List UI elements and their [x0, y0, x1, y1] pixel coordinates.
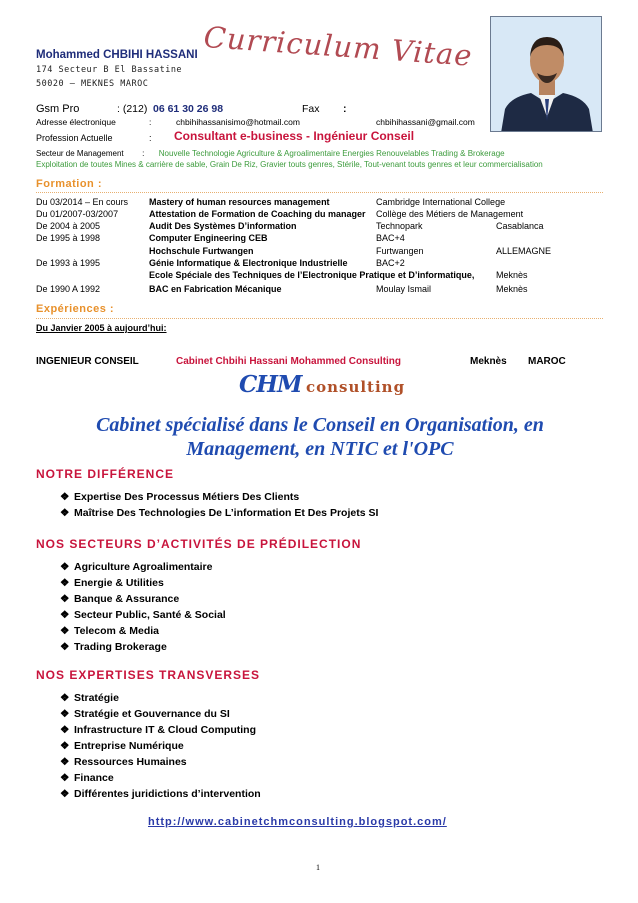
- experience-period: Du Janvier 2005 à aujourd’hui:: [36, 323, 167, 333]
- secteurs-title: NOS SECTEURS D’ACTIVITÉS DE PRÉDILECTION: [36, 537, 362, 551]
- gsm-number: 06 61 30 26 98: [153, 103, 224, 115]
- formation-row: [36, 197, 616, 209]
- formation-title-cell: Attestation de Formation de Coaching du manager: [149, 209, 366, 219]
- bullet-item: [60, 593, 179, 605]
- diamond-bullet-icon: ❖: [60, 788, 70, 800]
- candidate-name: Mohammed CHBIHI HASSANI: [36, 49, 198, 61]
- page-number: 1: [316, 863, 320, 872]
- sector-line: [36, 149, 505, 158]
- fax-colon: :: [343, 103, 347, 115]
- difference-title: NOTRE DIFFÉRENCE: [36, 467, 175, 481]
- chm-consulting-logo: [239, 371, 405, 401]
- formation-title-cell: Hochschule Furtwangen: [149, 246, 254, 256]
- diamond-bullet-icon: ❖: [60, 692, 70, 704]
- experiences-title: Expériences :: [36, 303, 115, 315]
- profession-label: Profession Actuelle: [36, 133, 113, 143]
- bullet-item: [60, 561, 212, 573]
- diamond-bullet-icon: ❖: [60, 507, 70, 519]
- diamond-bullet-icon: ❖: [60, 577, 70, 589]
- formation-title-cell: Computer Engineering CEB: [149, 233, 268, 243]
- bullet-text: Stratégie: [74, 692, 119, 704]
- formation-city: Meknès: [496, 270, 528, 280]
- bullet-item: [60, 491, 299, 503]
- profession-value: Consultant e-business - Ingénieur Conseil: [174, 129, 415, 143]
- formation-date: De 2004 à 2005: [36, 221, 101, 231]
- diamond-bullet-icon: ❖: [60, 772, 70, 784]
- diamond-bullet-icon: ❖: [60, 641, 70, 653]
- sector-colon: :: [142, 149, 145, 158]
- diamond-bullet-icon: ❖: [60, 561, 70, 573]
- formation-date: De 1990 A 1992: [36, 284, 101, 294]
- bullet-text: Banque & Assurance: [74, 593, 180, 605]
- formation-date: Du 03/2014 – En cours: [36, 197, 129, 207]
- email-colon: :: [149, 117, 152, 127]
- bullet-text: Finance: [74, 772, 114, 784]
- bullet-text: Agriculture Agroalimentaire: [74, 561, 213, 573]
- bullet-text: Stratégie et Gouvernance du SI: [74, 708, 230, 720]
- bullet-item: [60, 756, 187, 768]
- formation-place: Technopark: [376, 221, 423, 231]
- website-link[interactable]: http://www.cabinetchmconsulting.blogspot.com/: [148, 816, 447, 828]
- cv-title: Curriculum Vitae: [202, 20, 474, 73]
- profile-photo: [490, 16, 602, 132]
- formation-title-cell: Audit Des Systèmes D’information: [149, 221, 297, 231]
- bullet-text: Ressources Humaines: [74, 756, 187, 768]
- formation-place: Collège des Métiers de Management: [376, 209, 524, 219]
- bullet-text: Différentes juridictions d’intervention: [74, 788, 261, 800]
- experience-country: MAROC: [528, 356, 566, 367]
- formation-place: Moulay Ismail: [376, 284, 432, 294]
- formation-title-cell: BAC en Fabrication Mécanique: [149, 284, 282, 294]
- bullet-text: Infrastructure IT & Cloud Computing: [74, 724, 256, 736]
- bullet-text: Maîtrise Des Technologies De L’information Et Des Projets SI: [74, 507, 379, 519]
- address-line-1: 174 Secteur B El Bassatine: [36, 65, 183, 75]
- formation-row: [36, 221, 616, 233]
- profession-colon: :: [149, 133, 152, 143]
- portrait-image: [491, 17, 602, 132]
- formation-title-cell: Mastery of human resources management: [149, 197, 330, 207]
- formation-date: De 1993 à 1995: [36, 258, 101, 268]
- experiences-divider: [36, 318, 603, 319]
- diamond-bullet-icon: ❖: [60, 740, 70, 752]
- formation-divider: [36, 192, 603, 193]
- bullet-item: [60, 609, 226, 621]
- email-label: Adresse électronique: [36, 117, 116, 127]
- bullet-item: [60, 724, 256, 736]
- bullet-text: Telecom & Media: [74, 625, 159, 637]
- email-gmail[interactable]: chbihihassani@gmail.com: [376, 117, 475, 127]
- bullet-text: Energie & Utilities: [74, 577, 164, 589]
- expertises-title: NOS EXPERTISES TRANSVERSES: [36, 668, 261, 682]
- formation-city: ALLEMAGNE: [496, 246, 552, 256]
- formation-row: [36, 284, 616, 296]
- bullet-item: [60, 708, 230, 720]
- sector-label: Secteur de Management: [36, 149, 124, 158]
- formation-row: [36, 233, 616, 245]
- bullet-item: [60, 577, 164, 589]
- email-hotmail[interactable]: chbihihassanisimo@hotmail.com: [176, 117, 300, 127]
- bullet-item: [60, 740, 184, 752]
- diamond-bullet-icon: ❖: [60, 609, 70, 621]
- gsm-label: Gsm Pro: [36, 103, 80, 115]
- bullet-text: Secteur Public, Santé & Social: [74, 609, 226, 621]
- bullet-item: [60, 641, 167, 653]
- formation-place: Furtwangen: [376, 246, 424, 256]
- gsm-code: : (212): [117, 103, 148, 115]
- bullet-text: Expertise Des Processus Métiers Des Clients: [74, 491, 300, 503]
- bullet-item: [60, 772, 114, 784]
- formation-place: BAC+4: [376, 233, 405, 243]
- diamond-bullet-icon: ❖: [60, 593, 70, 605]
- formation-row: [36, 246, 616, 258]
- formation-title: Formation :: [36, 178, 102, 190]
- diamond-bullet-icon: ❖: [60, 756, 70, 768]
- formation-date: De 1995 à 1998: [36, 233, 101, 243]
- formation-place: Cambridge International College: [376, 197, 506, 207]
- formation-title-cell: Génie Informatique & Electronique Industrielle: [149, 258, 348, 268]
- bullet-item: [60, 692, 119, 704]
- formation-title-cell: Ecole Spéciale des Techniques de l’Electronique Pratique et D’informatique,: [149, 270, 475, 280]
- experience-city: Meknès: [470, 356, 507, 367]
- bullet-text: Trading Brokerage: [74, 641, 167, 653]
- logo-mark: CHM: [239, 371, 302, 398]
- bullet-item: [60, 625, 159, 637]
- diamond-bullet-icon: ❖: [60, 491, 70, 503]
- slogan: Cabinet spécialisé dans le Conseil en Organisation, en Management, en NTIC et l'OPC: [96, 414, 544, 460]
- formation-row: [36, 209, 616, 221]
- diamond-bullet-icon: ❖: [60, 625, 70, 637]
- formation-row: [36, 270, 616, 282]
- formation-place: BAC+2: [376, 258, 405, 268]
- formation-row: [36, 258, 616, 270]
- diamond-bullet-icon: ❖: [60, 708, 70, 720]
- diamond-bullet-icon: ❖: [60, 724, 70, 736]
- experience-company: Cabinet Chbihi Hassani Mohammed Consulting: [176, 356, 402, 367]
- fax-label: Fax: [302, 103, 320, 115]
- sector-value-2: Exploitation de toutes Mines & carrière de sable, Grain De Riz, Gravier touts genres, Stérile, Tout-venant touts genres et leur commercialisation: [36, 160, 543, 169]
- experience-role: INGENIEUR CONSEIL: [36, 356, 139, 367]
- sector-value-1: Nouvelle Technologie Agriculture & Agroalimentaire Energies Renouvelables Trading & Brokerage: [158, 149, 505, 158]
- address-line-2: 50020 – MEKNES MAROC: [36, 79, 149, 89]
- bullet-item: [60, 788, 261, 800]
- formation-date: Du 01/2007-03/2007: [36, 209, 119, 219]
- bullet-item: [60, 507, 378, 519]
- formation-city: Casablanca: [496, 221, 544, 231]
- bullet-text: Entreprise Numérique: [74, 740, 184, 752]
- formation-city: Meknès: [496, 284, 528, 294]
- logo-word: consulting: [305, 378, 406, 396]
